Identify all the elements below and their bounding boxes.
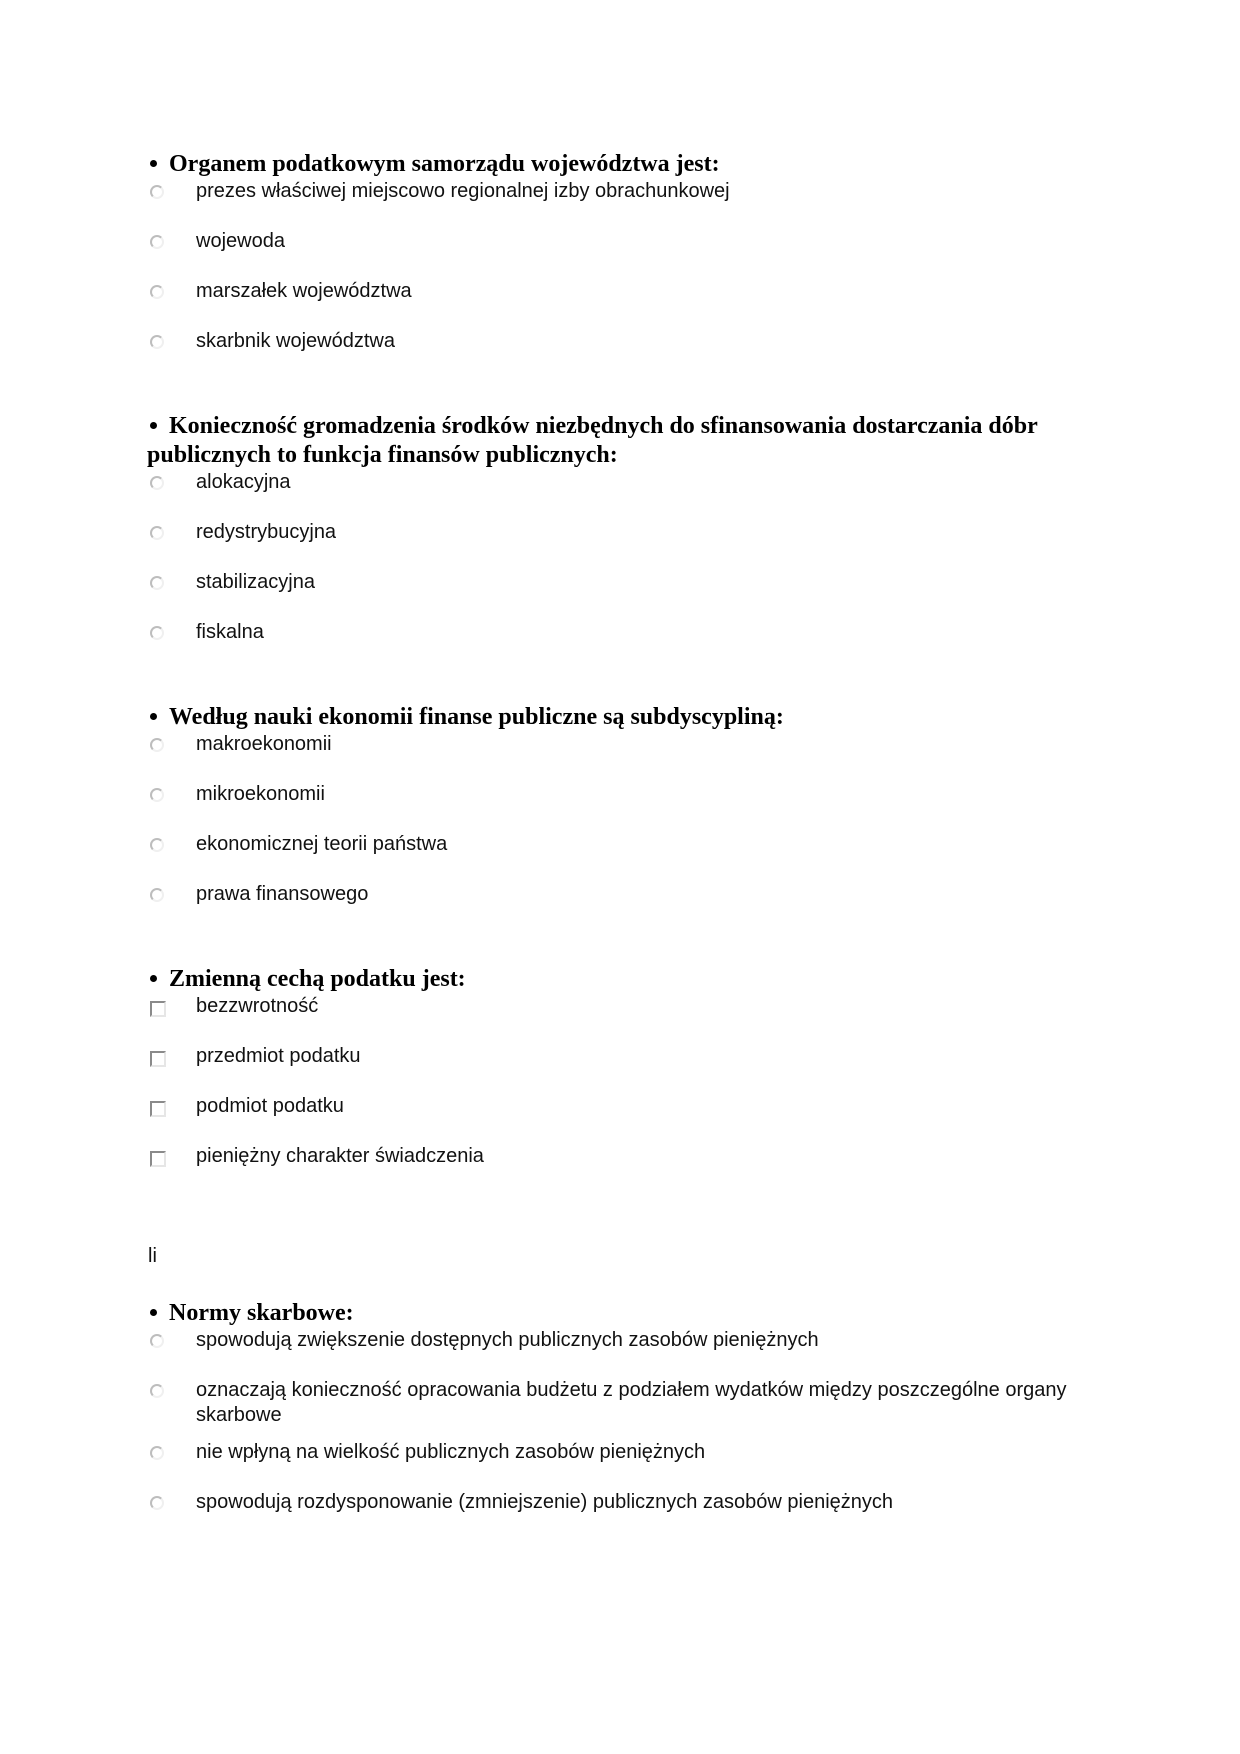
option[interactable] — [147, 994, 1087, 1019]
bullet-icon — [150, 422, 157, 429]
option-label: oznaczają konieczność opracowania budżetu z podziałem wydatków między poszczególne organy skarbowe — [196, 1379, 1067, 1426]
question-4 — [147, 965, 1087, 1169]
option[interactable] — [147, 882, 1087, 907]
option[interactable] — [147, 1094, 1087, 1119]
option[interactable] — [147, 470, 1087, 495]
option[interactable] — [147, 1144, 1087, 1169]
question-text: Normy skarbowe: — [169, 1300, 354, 1326]
option-label: skarbnik województwa — [196, 330, 395, 352]
option[interactable] — [147, 229, 1087, 254]
option[interactable] — [147, 782, 1087, 807]
option[interactable] — [147, 1328, 1087, 1353]
option-label: redystrybucyjna — [196, 521, 337, 543]
checkbox[interactable] — [150, 1151, 166, 1167]
radio-button[interactable] — [150, 1496, 164, 1510]
option[interactable] — [147, 1044, 1087, 1069]
question-text: Organem podatkowym samorządu województwa jest: — [169, 151, 720, 177]
option[interactable] — [147, 1490, 1087, 1515]
option-label: prawa finansowego — [196, 883, 369, 905]
checkbox[interactable] — [150, 1001, 166, 1017]
radio-button[interactable] — [150, 1446, 164, 1460]
option-label: prezes właściwej miejscowo regionalnej izby obrachunkowej — [196, 180, 730, 202]
option-label: nie wpłyną na wielkość publicznych zasobów pieniężnych — [196, 1441, 706, 1463]
radio-button[interactable] — [150, 576, 164, 590]
question-3 — [147, 703, 1087, 907]
option-label: mikroekonomii — [196, 783, 325, 805]
radio-button[interactable] — [150, 235, 164, 249]
option[interactable] — [147, 1440, 1087, 1465]
option-label: stabilizacyjna — [196, 571, 315, 593]
radio-button[interactable] — [150, 285, 164, 299]
option-label: fiskalna — [196, 621, 264, 643]
bullet-icon — [150, 713, 157, 720]
question-text: Konieczność gromadzenia środków niezbędnych do sfinansowania dostarczania dóbr publicznych to funkcja finansów publicznych: — [147, 413, 1038, 468]
question-1 — [147, 150, 1087, 354]
radio-button[interactable] — [150, 838, 164, 852]
option-label: wojewoda — [196, 230, 285, 252]
option[interactable] — [147, 620, 1087, 645]
question-5 — [147, 1299, 1087, 1515]
option-label: spowodują zwiększenie dostępnych publicznych zasobów pieniężnych — [196, 1329, 819, 1351]
option-label: pieniężny charakter świadczenia — [196, 1145, 484, 1167]
option[interactable] — [147, 329, 1087, 354]
question-text: Zmienną cechą podatku jest: — [169, 966, 466, 992]
option[interactable] — [147, 1378, 1087, 1428]
bullet-icon — [150, 1309, 157, 1316]
radio-button[interactable] — [150, 335, 164, 349]
option-label: ekonomicznej teorii państwa — [196, 833, 448, 855]
option-label: bezzwrotność — [196, 995, 319, 1017]
option[interactable] — [147, 520, 1087, 545]
radio-button[interactable] — [150, 1384, 164, 1398]
option[interactable] — [147, 179, 1087, 204]
option[interactable] — [147, 570, 1087, 595]
option-label: przedmiot podatku — [196, 1045, 361, 1067]
radio-button[interactable] — [150, 476, 164, 490]
option[interactable] — [147, 732, 1087, 757]
radio-button[interactable] — [150, 788, 164, 802]
question-text: Według nauki ekonomii finanse publiczne są subdyscypliną: — [169, 704, 784, 730]
radio-button[interactable] — [150, 526, 164, 540]
option[interactable] — [147, 832, 1087, 857]
option-label: makroekonomii — [196, 733, 332, 755]
option-label: podmiot podatku — [196, 1095, 344, 1117]
bullet-icon — [150, 160, 157, 167]
bullet-icon — [150, 975, 157, 982]
option[interactable] — [147, 279, 1087, 304]
checkbox[interactable] — [150, 1051, 166, 1067]
option-label: marszałek województwa — [196, 280, 412, 302]
stray-text: li — [148, 1245, 157, 1267]
radio-button[interactable] — [150, 185, 164, 199]
checkbox[interactable] — [150, 1101, 166, 1117]
question-2 — [147, 412, 1087, 645]
radio-button[interactable] — [150, 1334, 164, 1348]
option-label: spowodują rozdysponowanie (zmniejszenie) publicznych zasobów pieniężnych — [196, 1491, 894, 1513]
option-label: alokacyjna — [196, 471, 291, 493]
radio-button[interactable] — [150, 888, 164, 902]
radio-button[interactable] — [150, 738, 164, 752]
radio-button[interactable] — [150, 626, 164, 640]
